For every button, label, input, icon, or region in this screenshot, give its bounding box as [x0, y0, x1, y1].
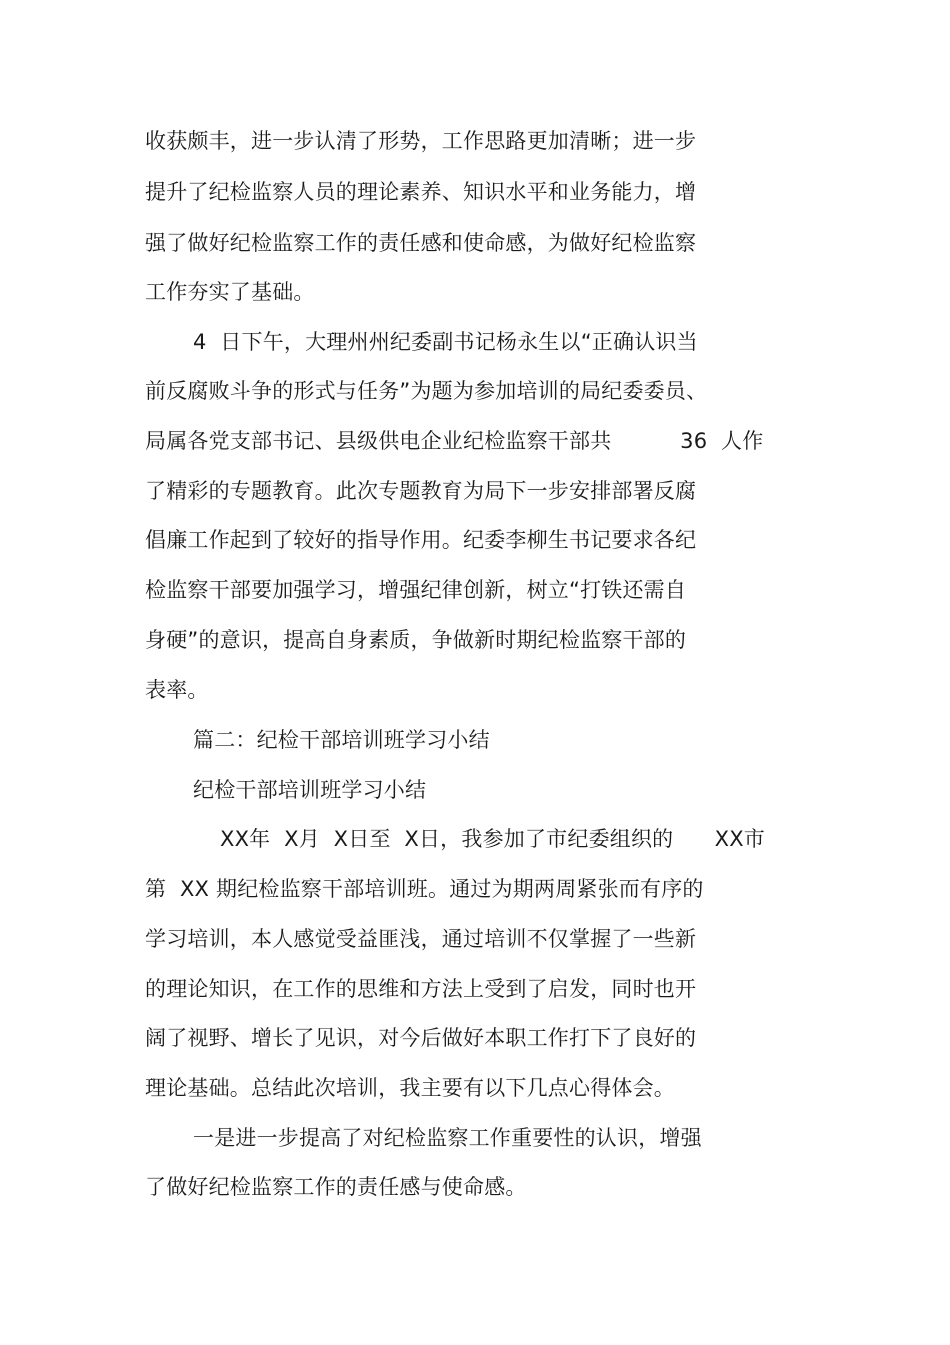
- text-line: 前反腐败斗争的形式与任务”为题为参加培训的局纪委委员、: [145, 379, 708, 403]
- text-line: 4 日下午，大理州州纪委副书记杨永生以“正确认识当: [193, 330, 698, 354]
- text-line: 学习培训，本人感觉受益匪浅，通过培训不仅掌握了一些新: [145, 927, 697, 951]
- text-line: 阔了视野、增长了见识，对今后做好本职工作打下了良好的: [145, 1026, 697, 1050]
- text-line: 了做好纪检监察工作的责任感与使命感。: [145, 1175, 527, 1199]
- text-line: 了精彩的专题教育。此次专题教育为局下一步安排部署反腐: [145, 479, 697, 503]
- text-line: 的理论知识，在工作的思维和方法上受到了启发，同时也开: [145, 977, 697, 1001]
- text-line: 提升了纪检监察人员的理论素养、知识水平和业务能力，增: [145, 180, 697, 204]
- text-line: 收获颇丰，进一步认清了形势，工作思路更加清晰；进一步: [145, 129, 697, 153]
- section-heading: 篇二：纪检干部培训班学习小结: [193, 728, 490, 752]
- document-title: 纪检干部培训班学习小结: [193, 778, 427, 802]
- text-line: XX年 X月 X日至 X日，我参加了市纪委组织的 XX市: [220, 827, 766, 851]
- text-line: 工作夯实了基础。: [145, 280, 315, 304]
- text-line: 理论基础。总结此次培训，我主要有以下几点心得体会。: [145, 1076, 675, 1100]
- text-line: 局属各党支部书记、县级供电企业纪检监察干部共 36 人作: [145, 429, 764, 453]
- text-line: 检监察干部要加强学习，增强纪律创新，树立“打铁还需自: [145, 578, 687, 602]
- text-line: 身硬”的意识，提高自身素质，争做新时期纪检监察干部的: [145, 628, 687, 652]
- text-line: 一是进一步提高了对纪检监察工作重要性的认识，增强: [193, 1126, 702, 1150]
- text-line: 强了做好纪检监察工作的责任感和使命感，为做好纪检监察: [145, 231, 697, 255]
- text-line: 倡廉工作起到了较好的指导作用。纪委李柳生书记要求各纪: [145, 528, 697, 552]
- text-line: 第 XX 期纪检监察干部培训班。通过为期两周紧张而有序的: [145, 877, 704, 901]
- text-line: 表率。: [145, 678, 209, 702]
